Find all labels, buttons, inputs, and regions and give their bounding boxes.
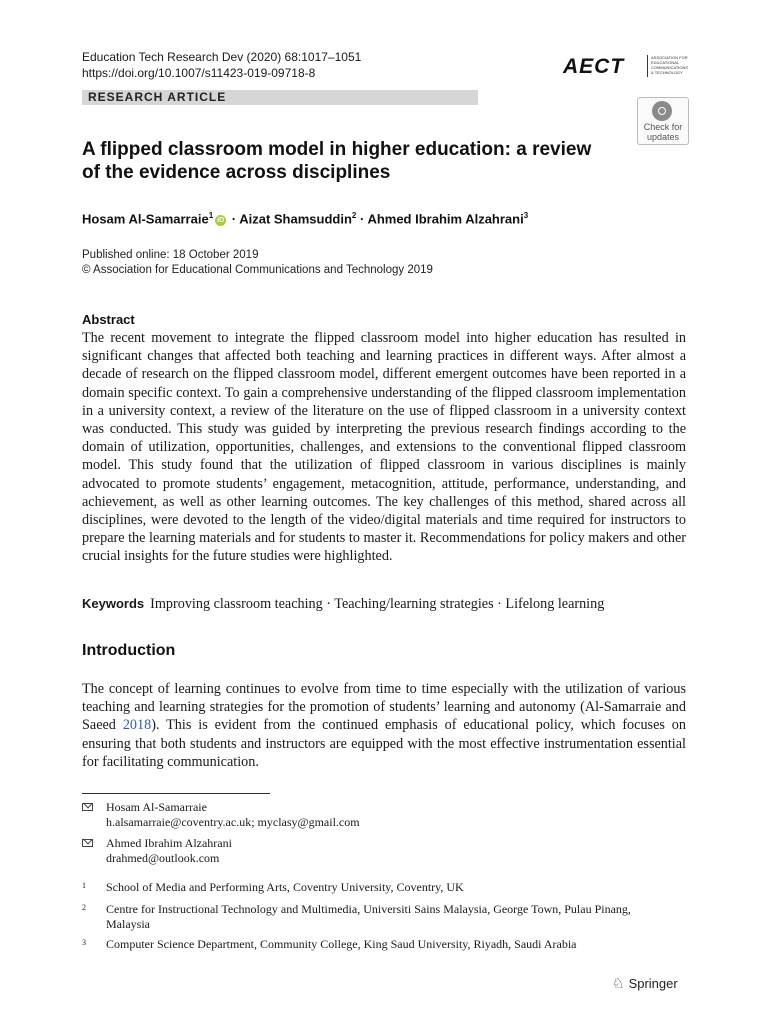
springer-horse-icon: ♘ [612, 975, 625, 991]
logo-divider [647, 55, 648, 77]
check-for-updates-label: Check for updates [643, 122, 683, 142]
article-type: RESEARCH ARTICLE [88, 90, 227, 104]
springer-footer [612, 975, 678, 992]
contact-name: Ahmed Ibrahim Alzahrani [106, 836, 232, 850]
mail-icon [82, 803, 93, 811]
affiliation-text: Computer Science Department, Community College, King Saud University, Riyadh, Saudi Arabia [106, 937, 577, 951]
affiliation-text: Centre for Instructional Technology and Multimedia, Universiti Sains Malaysia, George Town, Pulau Pinang, Malaysia [106, 902, 631, 931]
contact-email[interactable]: h.alsamarraie@coventry.ac.uk; myclasy@gmail.com [106, 815, 360, 829]
article-title [82, 138, 622, 184]
author-name[interactable]: Hosam Al-Samarraie [82, 211, 209, 227]
affiliation-number: 1 [82, 881, 86, 890]
affiliation-text: School of Media and Performing Arts, Coventry University, Coventry, UK [106, 880, 464, 894]
citation-link[interactable]: 2018 [122, 717, 152, 734]
author-affiliation-mark: 2 [351, 211, 357, 220]
aect-logo-tagline: ASSOCIATION FOR EDUCATIONAL COMMUNICATIONS & TECHNOLOGY [651, 55, 689, 75]
doi-link[interactable]: https://doi.org/10.1007/s11423-019-09718-8 [82, 66, 316, 80]
author-name[interactable]: Aizat Shamsuddin [239, 211, 352, 227]
author-list [82, 207, 682, 228]
introduction-heading: Introduction [82, 642, 176, 659]
published-date: Published online: 18 October 2019 [82, 249, 259, 261]
author-separator: · [356, 211, 368, 227]
author-separator: · [228, 211, 240, 227]
title-line-2: of the evidence across disciplines [82, 162, 391, 183]
publication-info [82, 248, 433, 278]
footnote-divider [82, 793, 270, 794]
check-for-updates-icon [652, 101, 672, 121]
affiliation-number: 2 [82, 903, 86, 912]
springer-label: Springer [628, 976, 678, 991]
journal-citation: Education Tech Research Dev (2020) 68:1017–1051 [82, 50, 362, 64]
introduction-text: The concept of learning continues to evolve from time to time especially with the utilization of various teaching and learning strategies for the promotion of students’ learning and autonomy (Al-Samarraie and Saeed 2018). This is evident from the continued emphasis of educational policy, which focuses on ensuring that both students and instructors are equipped with the most effective instrumentation essential for facilitating communication. [82, 681, 686, 770]
contact-name: Hosam Al-Samarraie [106, 800, 207, 814]
article-type-ribbon [82, 90, 478, 105]
keywords-list: Improving classroom teaching · Teaching/learning strategies · Lifelong learning [150, 596, 605, 612]
aect-logo [563, 54, 687, 80]
orcid-icon[interactable]: iD [217, 217, 225, 225]
mail-icon [82, 839, 93, 847]
affiliation-number: 3 [82, 938, 86, 947]
keywords-label: Keywords [82, 596, 145, 611]
copyright-line: © Association for Educational Communications and Technology 2019 [82, 264, 433, 276]
abstract-heading: Abstract [82, 312, 135, 327]
abstract-text: The recent movement to integrate the flipped classroom model into higher education has resulted in significant changes that affected both teaching and learning practices in different ways. After almost a decade of research on the flipped classroom model, different emergent outcomes have been reported in a domain specific context. To gain a comprehensive understanding of the flipped classroom implementation in a university context, a review of the literature on the use of flipped classroom in a university context was conducted. This study was guided by interpreting the previous research findings according to the domain of utilization, opportunities, challenges, and extensions to the conventional flipped classroom model. This study found that the utilization of flipped classroom in various disciplines is mainly advocated to promote students’ engagement, metacognition, attitude, performance, understanding, and achievement, as well as other learning outcomes. The key challenges of this method, shared across all disciplines, were devoted to the length of the video/digital materials and time required for instructors to prepare the learning materials and for students to master it. Recommendations for policy makers and other crucial insights for the future studies were highlighted. [82, 330, 686, 565]
aect-logo-word: AECT [563, 55, 625, 78]
check-for-updates-badge[interactable] [637, 97, 689, 145]
author-name[interactable]: Ahmed Ibrahim Alzahrani [367, 211, 524, 227]
keywords-line [82, 595, 692, 613]
journal-header [82, 49, 361, 81]
author-affiliation-mark: 1 [208, 211, 214, 220]
title-line-1: A flipped classroom model in higher education: a review [82, 139, 592, 160]
author-affiliation-mark: 3 [523, 211, 529, 220]
contact-email[interactable]: drahmed@outlook.com [106, 851, 220, 865]
